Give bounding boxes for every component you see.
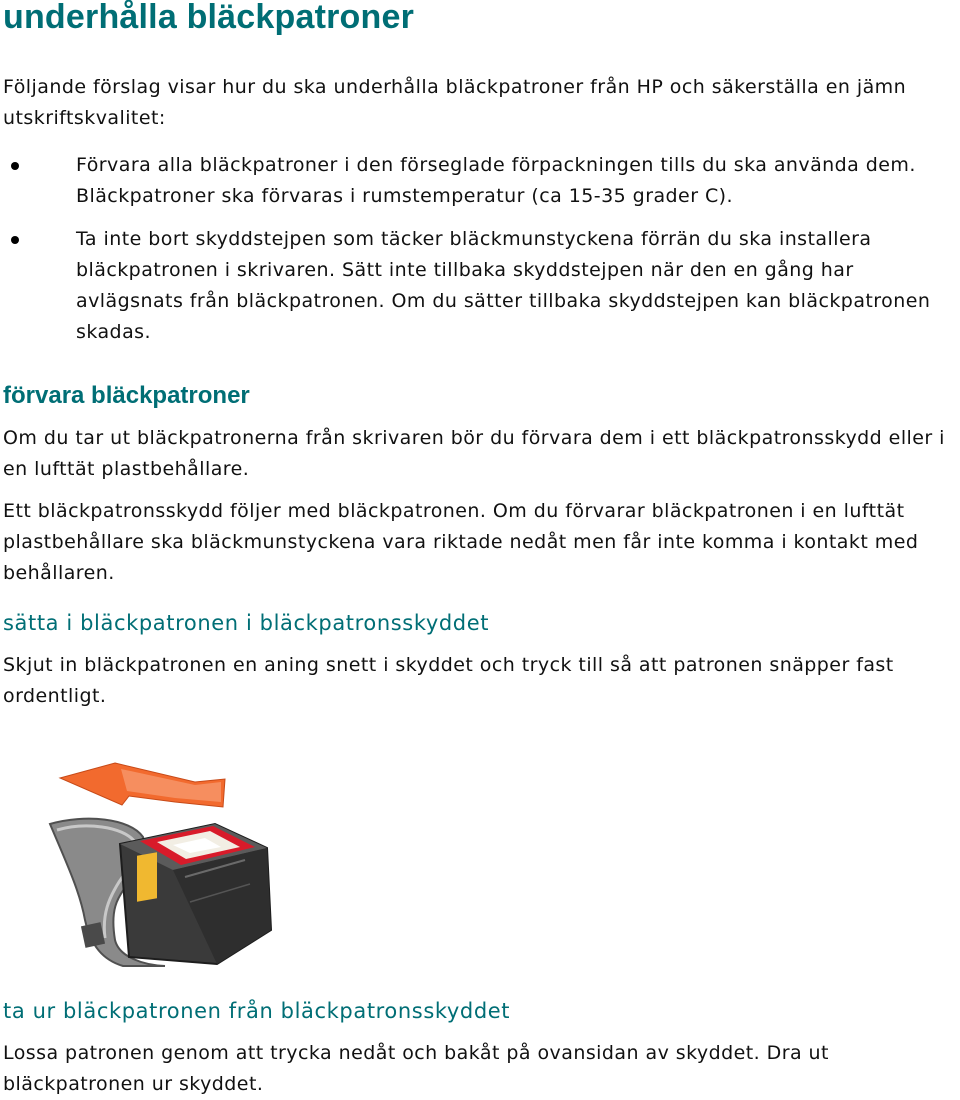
- remove-paragraph: Lossa patronen genom att trycka nedåt och bakåt på ovansidan av skyddet. Dra ut bläckpatronen ur skyddet.: [3, 1042, 829, 1095]
- section-heading-store: förvara bläckpatroner: [3, 382, 250, 409]
- bullet-icon: [11, 236, 19, 244]
- store-paragraph-1: Om du tar ut bläckpatronerna från skrivaren bör du förvara dem i ett bläckpatronsskydd eller i en lufttät plastbehållare.: [3, 427, 945, 480]
- section-heading-remove: ta ur bläckpatronen från bläckpatronsskyddet: [3, 999, 511, 1023]
- store-paragraph-2: Ett bläckpatronsskydd följer med bläckpatronen. Om du förvarar bläckpatronen i en lufttät plastbehållare ska bläckmunstyckena vara riktade nedåt men får inte komma i kontakt med behållaren.: [3, 500, 919, 584]
- bullet-icon: [11, 162, 19, 170]
- insert-paragraph: Skjut in bläckpatronen en aning snett i skyddet och tryck till så att patronen snäpper fast ordentligt.: [3, 654, 894, 707]
- section-heading-insert: sätta i bläckpatronen i bläckpatronsskyddet: [3, 611, 490, 635]
- list-item-text: Ta inte bort skyddstejpen som täcker bläckmunstyckena förrän du ska installera bläckpatronen i skrivaren. Sätt inte tillbaka skyddstejpen när den en gång har avlägsnats från bläckpatronen. Om du sätter tillbaka skyddstejpen kan bläckpatronen skadas.: [76, 228, 931, 343]
- intro-paragraph: Följande förslag visar hur du ska underhålla bläckpatroner från HP och säkerställa en jämn utskriftskvalitet:: [3, 76, 907, 129]
- page-title: underhålla bläckpatroner: [3, 0, 415, 36]
- list-item-text: Förvara alla bläckpatroner i den förseglade förpackningen tills du ska använda dem. Bläckpatroner ska förvaras i rumstemperatur (ca 15-35 grader C).: [76, 154, 916, 207]
- cartridge-into-protector-illustration: [45, 752, 295, 967]
